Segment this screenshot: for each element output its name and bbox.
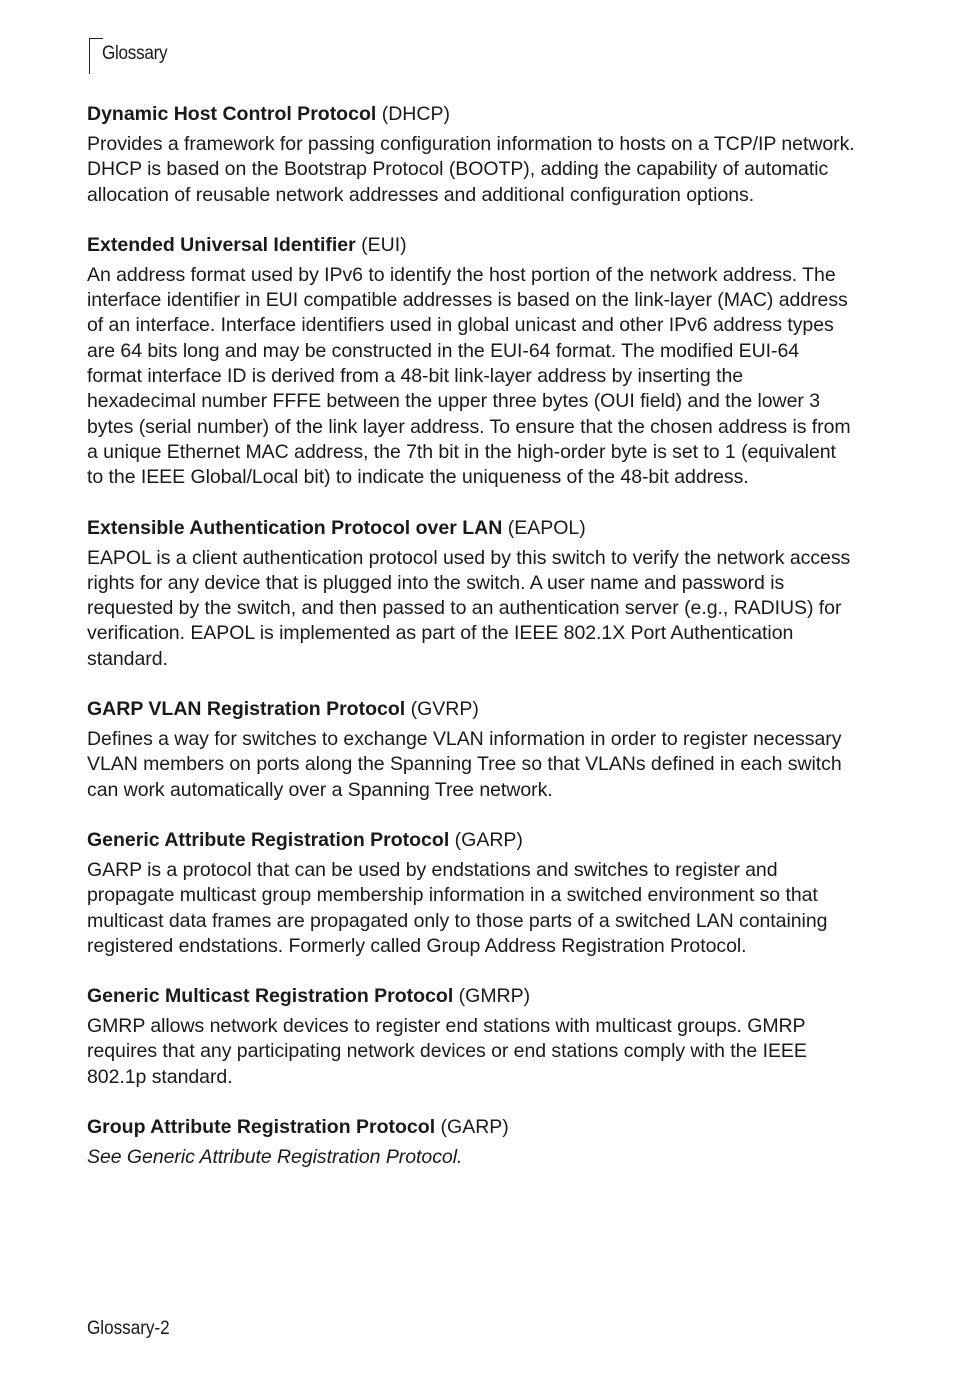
term-definition: EAPOL is a client authentication protocol used by this switch to verify the network access rights for any device that is plugged into the switch. A user name and password is requested by the switch, and then passed to an authentication server (e.g., RADIUS) for verification. EAPOL is implemented as part of the IEEE 802.1X Port Authentication standard.: [87, 546, 851, 670]
term-abbreviation: (GVRP): [410, 698, 479, 721]
term-definition: Provides a framework for passing configuration information to hosts on a TCP/IP network. DHCP is based on the Bootstrap Protocol (BOOTP), adding the capability of automatic allocation of reusable network addresses and additional configuration options.: [87, 133, 855, 206]
term-abbreviation: (EUI): [361, 233, 407, 256]
term-definition: GARP is a protocol that can be used by endstations and switches to register and propagate multicast group membership information in a switched environment so that multicast data frames are propagated only to those parts of a switched LAN containing registered endstations. Formerly called Group Address Registration Protocol.: [87, 858, 828, 957]
glossary-entry-gmrp: [87, 984, 857, 1090]
glossary-entry-dhcp: [87, 102, 857, 208]
header-rule-top: [89, 38, 103, 39]
term-definition: An address format used by IPv6 to identify the host portion of the network address. The interface identifier in EUI compatible addresses is based on the link-layer (MAC) address of an interface. Interface identifiers used in global unicast and other IPv6 address types are 64 bits long and may be constructed in the EUI-64 format. The modified EUI-64 format interface ID is derived from a 48-bit link-layer address by inserting the hexadecimal number FFFE between the upper three bytes (OUI field) and the lower 3 bytes (serial number) of the link layer address. To ensure that the chosen address is from a unique Ethernet MAC address, the 7th bit in the high-order byte is set to 1 (equivalent to the IEEE Global/Local bit) to indicate the uniqueness of the 48-bit address.: [87, 263, 851, 489]
glossary-entry-group-garp: [87, 1115, 857, 1170]
glossary-term: [87, 1115, 857, 1140]
term-name: Generic Attribute Registration Protocol: [87, 828, 450, 851]
term-abbreviation: (GMRP): [458, 985, 531, 1008]
glossary-term: [87, 233, 857, 258]
term-name: Generic Multicast Registration Protocol: [87, 985, 454, 1008]
term-definition: Defines a way for switches to exchange VLAN information in order to register necessary VLAN members on ports along the Spanning Tree so that VLANs defined in each switch can work automatically over a Spanning Tree network.: [87, 728, 842, 801]
term-name: Extensible Authentication Protocol over LAN: [87, 516, 503, 539]
glossary-term: [87, 697, 857, 722]
glossary-entry-garp: [87, 828, 857, 959]
term-definition: GMRP allows network devices to register end stations with multicast groups. GMRP requires that any participating network devices or end stations comply with the IEEE 802.1p standard.: [87, 1015, 807, 1088]
glossary-entry-eapol: [87, 516, 857, 672]
see-also-reference: See Generic Attribute Registration Protocol.: [87, 1146, 463, 1169]
header-rule: [89, 38, 90, 74]
glossary-term: [87, 102, 857, 127]
term-abbreviation: (DHCP): [381, 103, 450, 125]
glossary-term: [87, 984, 857, 1009]
term-name: Group Attribute Registration Protocol: [87, 1116, 436, 1139]
term-abbreviation: (EAPOL): [507, 516, 586, 539]
term-name: Extended Universal Identifier: [87, 233, 356, 256]
glossary-content: [87, 102, 857, 1195]
glossary-entry-gvrp: [87, 697, 857, 803]
term-abbreviation: (GARP): [454, 828, 523, 851]
page-number: Glossary-2: [87, 1318, 170, 1339]
term-name: GARP VLAN Registration Protocol: [87, 698, 406, 721]
glossary-term: [87, 516, 857, 541]
glossary-term: [87, 828, 857, 853]
term-name: Dynamic Host Control Protocol: [87, 103, 377, 125]
term-abbreviation: (GARP): [440, 1116, 509, 1139]
glossary-entry-eui: [87, 233, 857, 491]
running-head: Glossary: [102, 43, 168, 64]
